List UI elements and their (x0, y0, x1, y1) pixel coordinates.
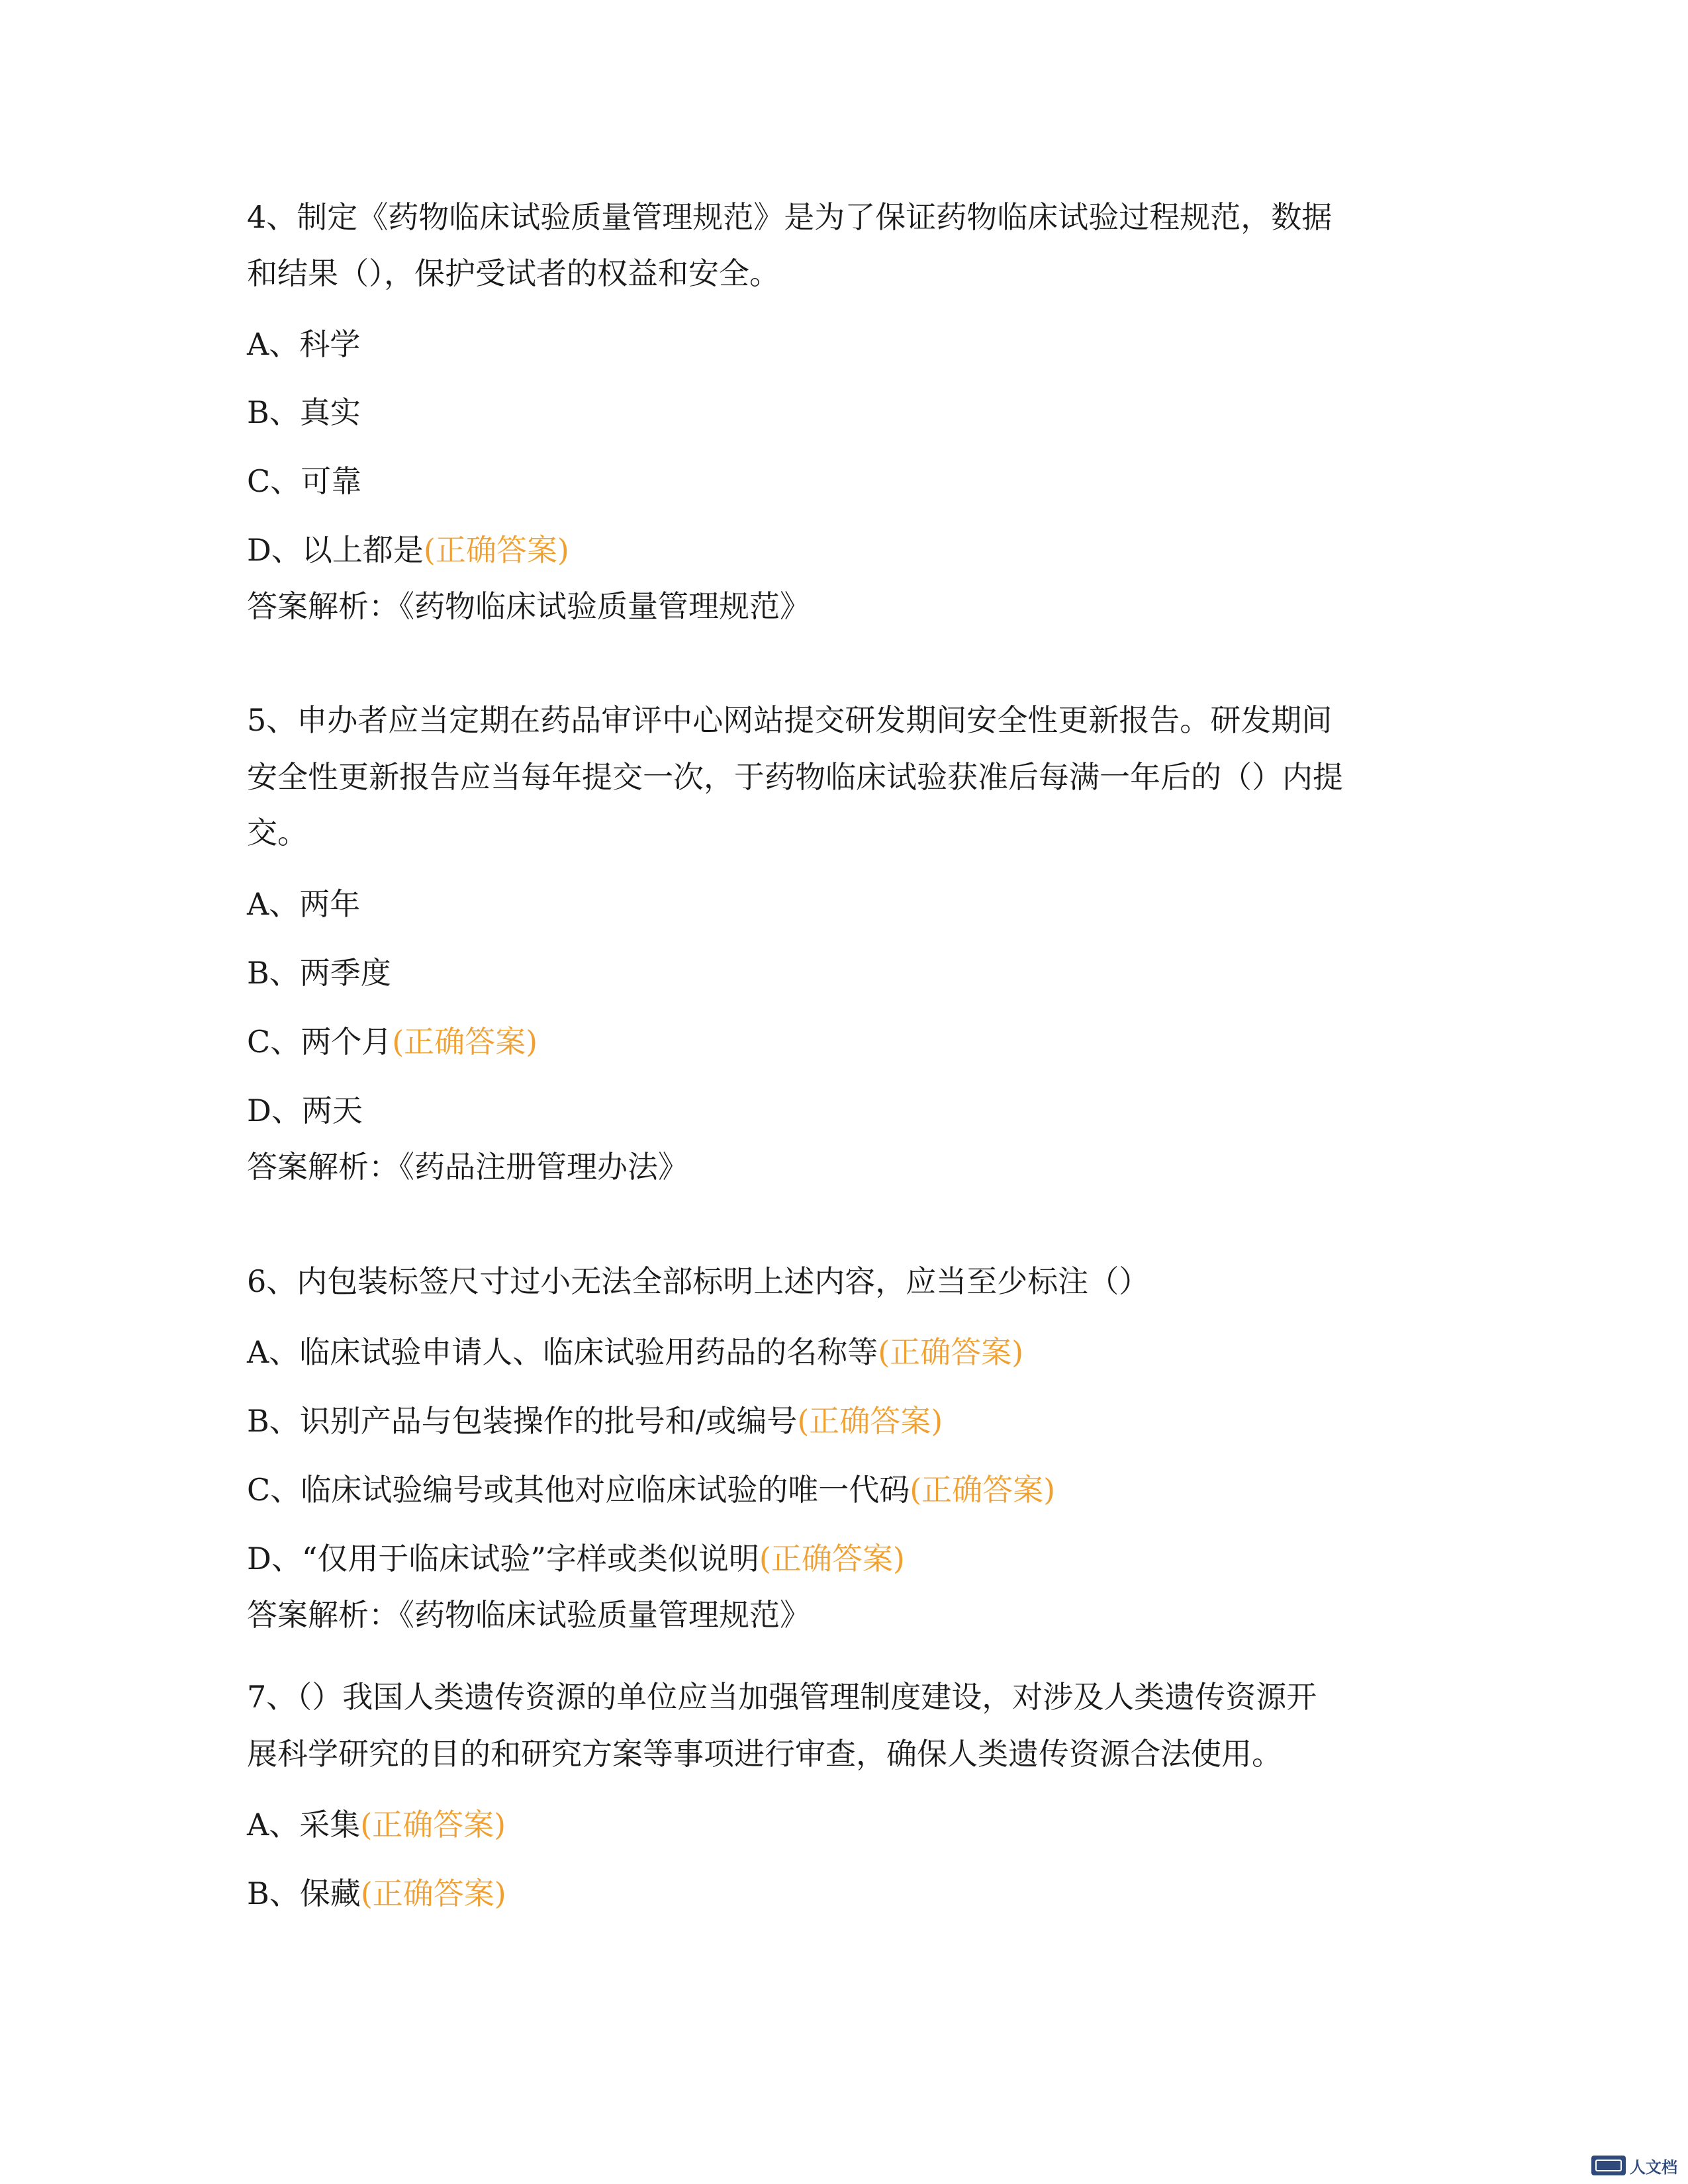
option-text: A、采集 (247, 1807, 361, 1843)
question-7-option-b (247, 1874, 506, 1913)
correct-answer-marker: (正确答案) (797, 1403, 943, 1439)
option-text: D、“仅用于临床试验”字样或类似说明 (247, 1541, 759, 1576)
question-6-option-b (247, 1401, 943, 1441)
option-text: C、临床试验编号或其他对应临床试验的唯一代码 (247, 1472, 910, 1508)
watermark (1591, 2152, 1677, 2179)
correct-answer-marker: (正确答案) (392, 1024, 538, 1060)
question-6-option-c (247, 1470, 1055, 1510)
question-6-text-line-1: 6、内包装标签尺寸过小无法全部标明上述内容，应当至少标注（） (247, 1263, 1150, 1299)
question-5-option-a: A、两年 (247, 886, 361, 922)
question-5-text-line-2: 安全性更新报告应当每年提交一次，于药物临床试验获准后每满一年后的（）内提 (247, 759, 1343, 795)
correct-answer-marker: (正确答案) (759, 1541, 905, 1576)
option-text: D、以上都是 (247, 532, 424, 568)
correct-answer-marker: (正确答案) (878, 1334, 1024, 1370)
question-7-text-line-2: 展科学研究的目的和研究方案等事项进行审查，确保人类遗传资源合法使用。 (247, 1736, 1282, 1772)
option-text: C、两个月 (247, 1024, 393, 1060)
question-5-text-line-1: 5、申办者应当定期在药品审评中心网站提交研发期间安全性更新报告。研发期间 (247, 702, 1333, 738)
question-7-option-a (247, 1805, 506, 1844)
question-6-option-d (247, 1539, 905, 1578)
question-4-analysis: 答案解析：《药物临床试验质量管理规范》 (247, 588, 810, 624)
correct-answer-marker: (正确答案) (910, 1472, 1056, 1508)
correct-answer-marker: (正确答案) (423, 532, 569, 568)
watermark-text: 人文档 (1630, 2158, 1677, 2177)
question-4-text-line-2: 和结果（），保护受试者的权益和安全。 (247, 255, 780, 291)
correct-answer-marker: (正确答案) (360, 1876, 506, 1911)
question-4-option-b: B、真实 (247, 394, 361, 430)
question-7-text-line-1: 7、（）我国人类遗传资源的单位应当加强管理制度建设，对涉及人类遗传资源开 (247, 1679, 1317, 1715)
question-4-option-d (247, 530, 569, 570)
question-4-option-c: C、可靠 (247, 463, 362, 499)
question-5-option-b: B、两季度 (247, 955, 391, 991)
correct-answer-marker: (正确答案) (360, 1807, 506, 1843)
question-5-option-c (247, 1022, 538, 1062)
question-4-text-line-1: 4、制定《药物临床试验质量管理规范》是为了保证药物临床试验过程规范，数据 (247, 199, 1333, 235)
watermark-logo-icon (1591, 2156, 1626, 2175)
question-6-option-a (247, 1332, 1023, 1372)
option-text: B、保藏 (247, 1876, 361, 1911)
option-text: A、临床试验申请人、临床试验用药品的名称等 (247, 1334, 878, 1370)
question-6-analysis: 答案解析：《药物临床试验质量管理规范》 (247, 1597, 810, 1633)
question-5-analysis: 答案解析：《药品注册管理办法》 (247, 1149, 688, 1185)
question-5-text-line-3: 交。 (247, 815, 308, 850)
question-4-option-a: A、科学 (247, 326, 361, 362)
question-5-option-d: D、两天 (247, 1093, 363, 1128)
option-text: B、识别产品与包装操作的批号和/或编号 (247, 1403, 798, 1439)
